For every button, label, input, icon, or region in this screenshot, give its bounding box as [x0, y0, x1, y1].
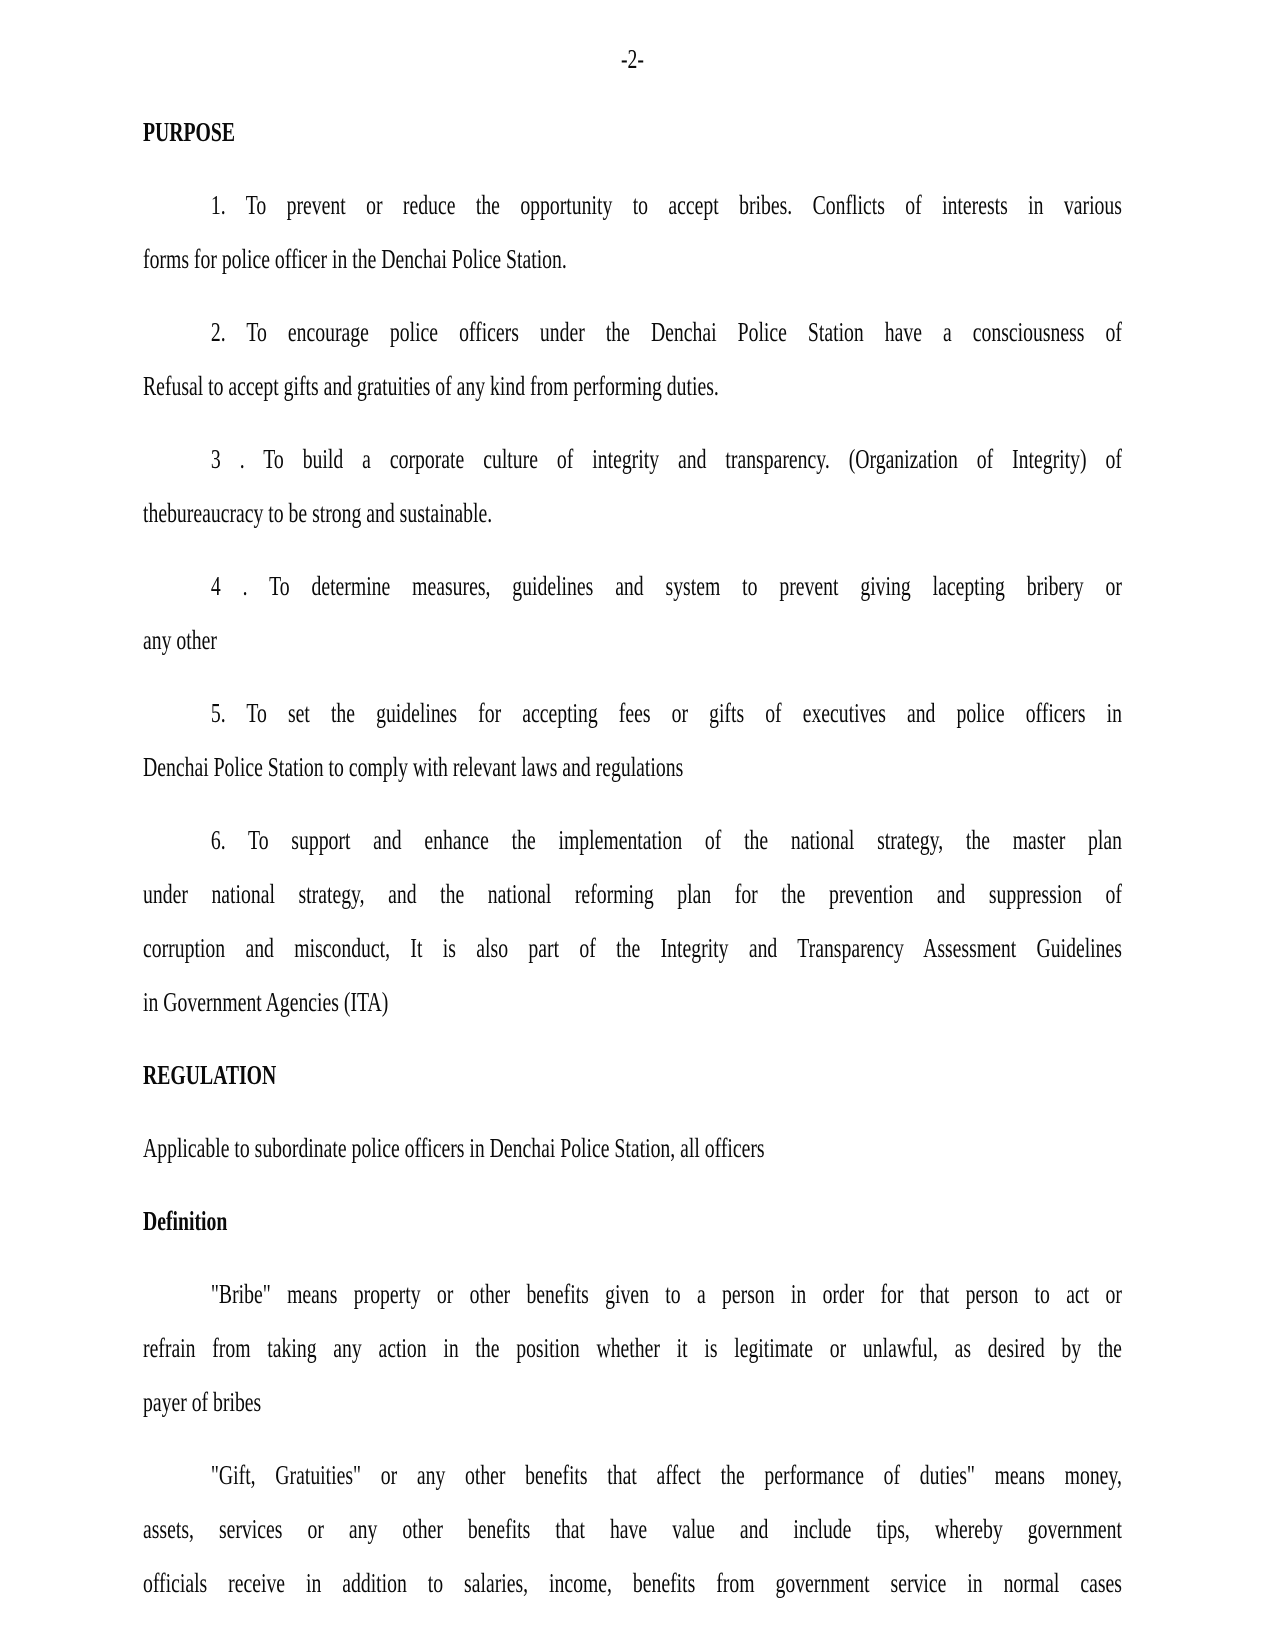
text-line: any other	[143, 625, 217, 655]
text-line: corruption and misconduct, It is also part of the Integrity and Transparency Assessment Guidelines	[143, 933, 1122, 963]
text-line: "Gift, Gratuities" or any other benefits that affect the performance of duties" means money,	[210, 1460, 1122, 1490]
text-line: 3 . To build a corporate culture of integrity and transparency. (Organization of Integrity) of	[210, 444, 1122, 474]
paragraph-purpose-3	[143, 432, 1122, 540]
text-line: Applicable to subordinate police officers in Denchai Police Station, all officers	[143, 1133, 765, 1163]
heading-text: PURPOSE	[143, 117, 235, 147]
text-line: "Bribe" means property or other benefits given to a person in order for that person to act or	[210, 1279, 1122, 1309]
heading-definition	[143, 1194, 1122, 1248]
paragraph-purpose-4	[143, 559, 1122, 667]
text-line: in Government Agencies (ITA)	[143, 987, 389, 1017]
paragraph-purpose-2	[143, 305, 1122, 413]
text-line: thebureaucracy to be strong and sustainable.	[143, 498, 493, 528]
paragraph-definition-gift	[143, 1448, 1122, 1610]
text-line: 5. To set the guidelines for accepting fees or gifts of executives and police officers in	[210, 698, 1122, 728]
paragraph-regulation-scope	[143, 1121, 1122, 1175]
text-line: forms for police officer in the Denchai Police Station.	[143, 244, 567, 274]
text-line: 6. To support and enhance the implementation of the national strategy, the master plan	[210, 825, 1122, 855]
paragraph-purpose-5	[143, 686, 1122, 794]
text-line: under national strategy, and the national reforming plan for the prevention and suppression of	[143, 879, 1122, 909]
heading-text: REGULATION	[143, 1060, 277, 1090]
paragraph-purpose-6	[143, 813, 1122, 1029]
page-number-text: -2-	[620, 44, 644, 74]
text-line: assets, services or any other benefits that have value and include tips, whereby government	[143, 1514, 1122, 1544]
text-line: Denchai Police Station to comply with relevant laws and regulations	[143, 752, 684, 782]
paragraph-definition-bribe	[143, 1267, 1122, 1429]
text-line: Refusal to accept gifts and gratuities of any kind from performing duties.	[143, 371, 719, 401]
heading-regulation	[143, 1048, 1122, 1102]
text-line: 2. To encourage police officers under the Denchai Police Station have a consciousness of	[210, 317, 1122, 347]
text-line: 4 . To determine measures, guidelines and system to prevent giving lacepting bribery or	[210, 571, 1122, 601]
text-line: payer of bribes	[143, 1387, 262, 1417]
heading-text: Definition	[143, 1206, 228, 1236]
page-number	[143, 32, 1122, 86]
text-line: refrain from taking any action in the position whether it is legitimate or unlawful, as desired by the	[143, 1333, 1122, 1363]
text-line: 1. To prevent or reduce the opportunity to accept bribes. Conflicts of interests in various	[210, 190, 1122, 220]
text-line: officials receive in addition to salaries, income, benefits from government service in normal cases	[143, 1568, 1122, 1598]
paragraph-purpose-1	[143, 178, 1122, 286]
heading-purpose	[143, 105, 1122, 159]
